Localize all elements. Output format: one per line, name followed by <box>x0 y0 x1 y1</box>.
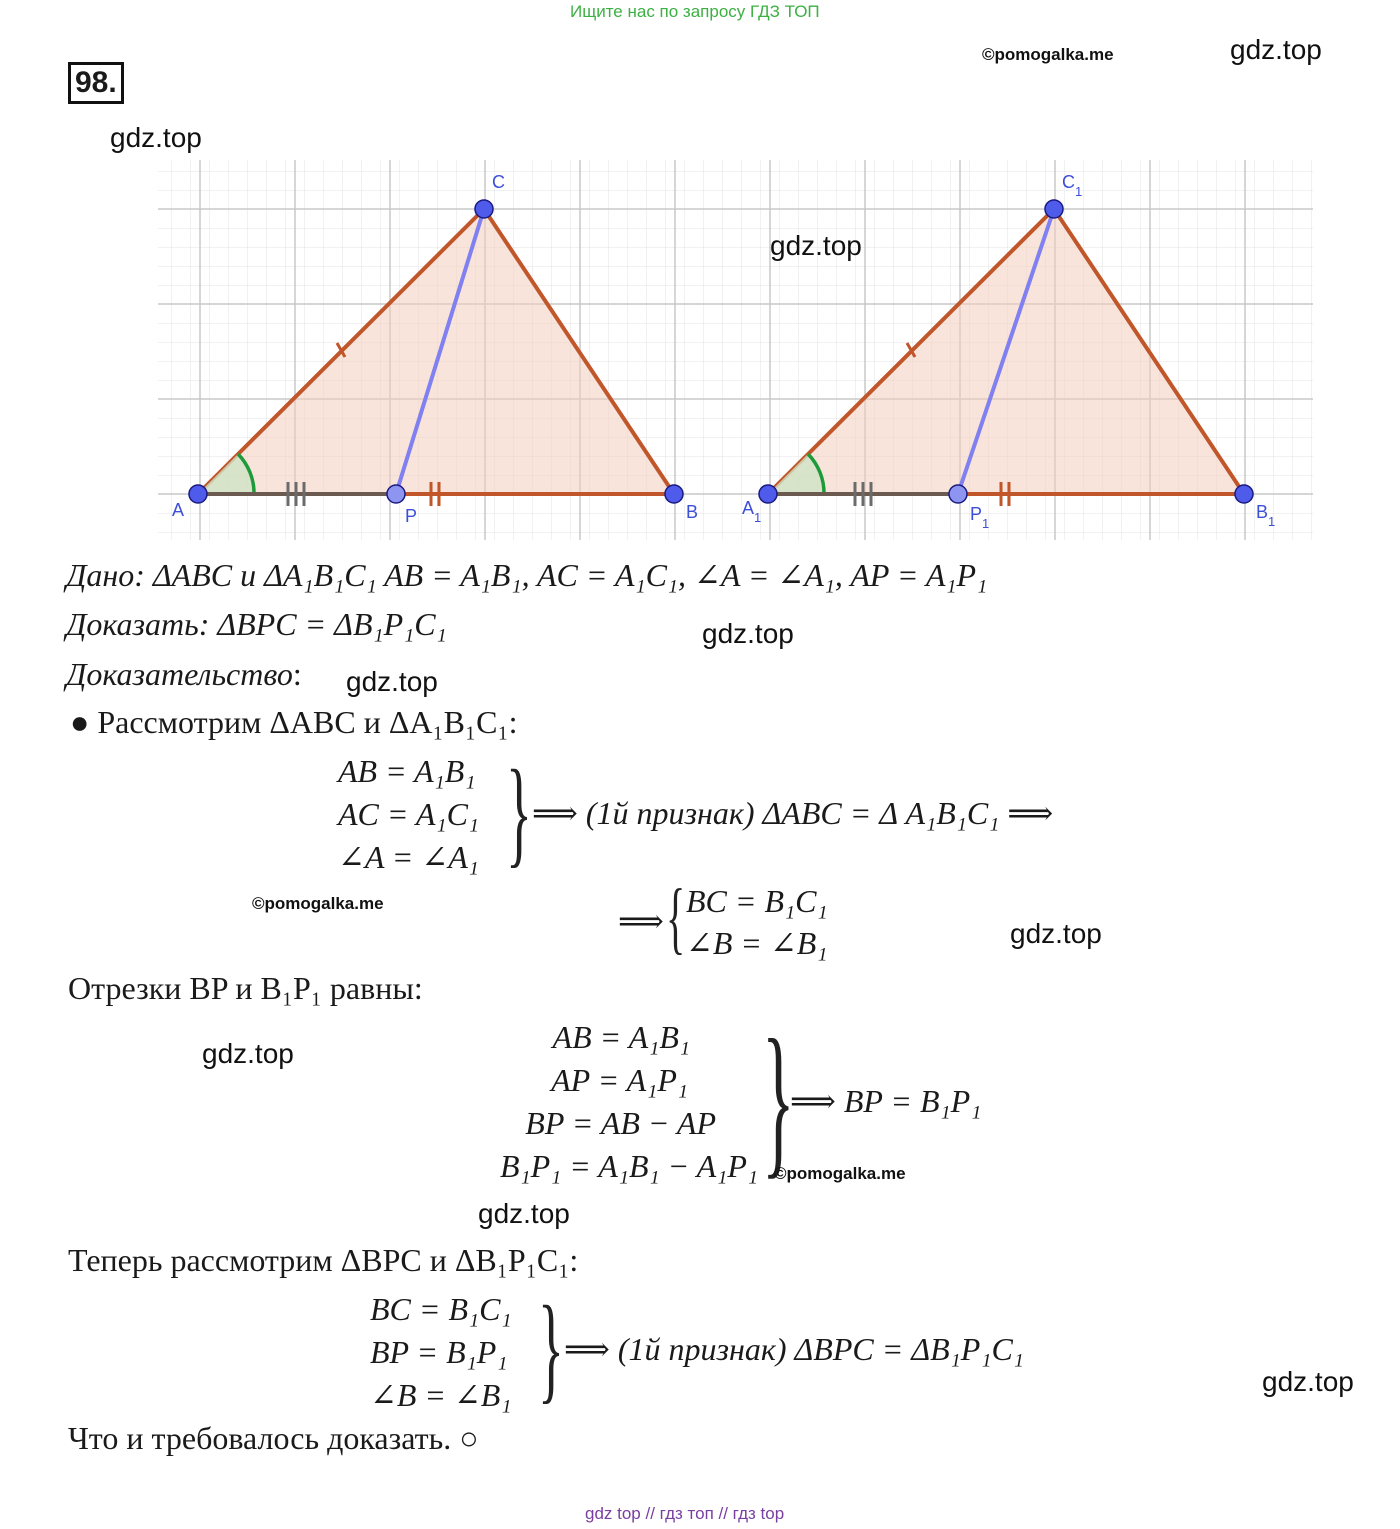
right-brace: } <box>538 1281 564 1414</box>
label-a: A <box>172 500 185 520</box>
step2-result: ⟹ BP = B₁P₁ <box>790 1083 982 1119</box>
copyright-top: ©pomogalka.me <box>982 45 1114 64</box>
step1-consequence-line: BC = B₁C₁ <box>686 883 828 919</box>
step1-line: AB = A₁B₁ <box>338 753 476 789</box>
proof-heading <box>66 656 302 693</box>
step3-conditions <box>370 1288 512 1417</box>
label-c: C <box>492 172 505 192</box>
step1-consequence <box>686 880 828 964</box>
step2-line: AB = A₁B₁ <box>552 1019 690 1055</box>
step2-line: AP = A₁P₁ <box>551 1062 688 1098</box>
step3-line: BP = B₁P₁ <box>370 1334 508 1370</box>
step1-line: ∠A = ∠A₁ <box>338 839 479 875</box>
label-p1: $P_1$ <box>970 504 990 531</box>
step1-result: ⟹ (1й признак) ΔABC = Δ A₁B₁C₁ ⟹ <box>532 795 1054 831</box>
step1-conditions <box>338 750 479 879</box>
step1-line: AC = A₁C₁ <box>338 796 480 832</box>
proof-colon: : <box>292 656 302 692</box>
step1-consequence-line: ∠B = ∠B₁ <box>686 925 828 961</box>
step1-intro: ● Рассмотрим ΔABC и ΔA₁B₁C₁: <box>70 704 518 740</box>
proof-label: Доказательство <box>66 656 293 692</box>
watermark: gdz.top <box>702 618 794 649</box>
step2-line: B₁P₁ = A₁B₁ − A₁P₁ <box>499 1148 758 1184</box>
prove-statement <box>66 606 447 643</box>
label-b: B <box>686 502 699 522</box>
step2-intro: Отрезки BP и B₁P₁ равны: <box>68 970 423 1006</box>
right-brace: } <box>506 745 532 878</box>
triangles-figure <box>150 155 1320 550</box>
step2-line: BP = AB − AP <box>525 1105 716 1141</box>
step3-intro: Теперь рассмотрим ΔBPC и ΔB₁P₁C₁: <box>68 1242 579 1278</box>
step2-conditions <box>452 1016 758 1188</box>
left-brace: { <box>666 874 686 962</box>
label-c1: $C_1$ <box>1062 172 1083 199</box>
prove-text: : ΔBPC = ΔB₁P₁C₁ <box>198 606 447 642</box>
step1-arrow: ⟹ <box>618 903 664 939</box>
conclusion: Что и требовалось доказать. ○ <box>68 1420 479 1456</box>
given-statement <box>66 556 987 594</box>
watermark: gdz.top <box>478 1198 570 1229</box>
footer-note: gdz top // гдз топ // гдз top <box>585 1504 785 1523</box>
watermark: gdz.top <box>770 230 862 261</box>
label-p: P <box>405 506 418 526</box>
watermark: gdz.top <box>346 666 438 697</box>
step3-result: ⟹ (1й признак) ΔBPC = ΔB₁P₁C₁ <box>564 1331 1024 1367</box>
watermark: gdz.top <box>202 1038 294 1069</box>
top-search-note: Ищите нас по запросу ГДЗ ТОП <box>570 2 820 21</box>
step3-line: ∠B = ∠B₁ <box>370 1377 512 1413</box>
step3-line: BC = B₁C₁ <box>370 1291 512 1327</box>
watermark: gdz.top <box>1010 918 1102 949</box>
given-label: Дано <box>66 557 135 593</box>
copyright-bottom: ©pomogalka.me <box>774 1164 906 1183</box>
task-number: 98. <box>68 62 124 104</box>
watermark: gdz.top <box>110 122 202 153</box>
given-text: : ΔABC и ΔA₁B₁C₁ AB = A₁B₁, AC = A₁C₁, ∠A = ∠A₁, AP = A₁P₁ <box>134 557 988 593</box>
prove-label: Доказать <box>66 606 199 642</box>
watermark: gdz.top <box>1262 1366 1354 1397</box>
watermark: gdz.top <box>1230 34 1322 65</box>
right-brace: } <box>762 1005 795 1193</box>
label-b1: $B_1$ <box>1256 502 1276 529</box>
label-a1: $A_1$ <box>742 498 762 525</box>
copyright-middle: ©pomogalka.me <box>252 894 384 913</box>
